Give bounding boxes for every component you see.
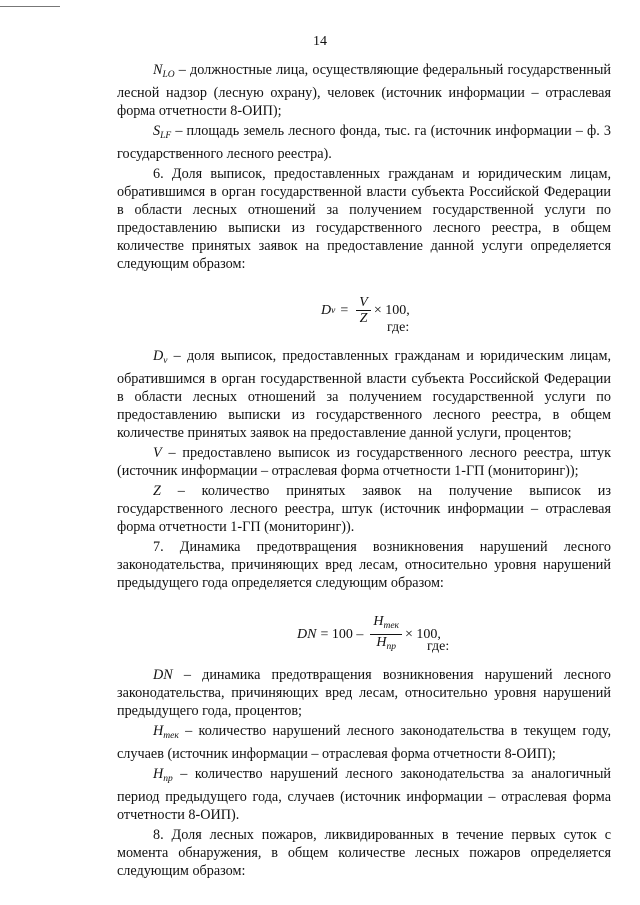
definition-htek bbox=[117, 722, 611, 763]
definition-text: – динамика предотвращения возникновения нарушений лесного законодательства, причиняющих вред лесам, относительно уровня нарушений предыдущего года, процентов; bbox=[117, 667, 611, 719]
fraction-numerator bbox=[370, 614, 402, 634]
definition-symbol-subscript: тек bbox=[163, 731, 179, 741]
formula-multiplier: × 100, bbox=[373, 302, 410, 318]
definition-dn bbox=[117, 666, 611, 720]
formula-lhs: DN bbox=[297, 626, 317, 642]
definition-symbol: D bbox=[153, 348, 164, 364]
definition-symbol: V bbox=[153, 445, 162, 461]
formula-equals: = bbox=[340, 302, 349, 318]
definition-symbol: Z bbox=[153, 483, 161, 499]
definition-symbol-subscript: v bbox=[163, 356, 168, 366]
definition-symbol-subscript: LO bbox=[162, 70, 175, 80]
definition-symbol-subscript: LF bbox=[160, 131, 172, 141]
definition-hpr bbox=[117, 765, 611, 824]
definition-v bbox=[117, 444, 611, 480]
formula-dv bbox=[117, 275, 611, 345]
fraction-denominator bbox=[373, 635, 399, 655]
definition-text: – количество принятых заявок на получение выписок из государственного лесного реестра, штук (источник информации – отраслевая форма отчетности 1-ГП (мониторинг)). bbox=[117, 483, 612, 535]
definition-symbol: N bbox=[153, 62, 163, 78]
formula-fraction bbox=[370, 614, 402, 655]
definition-symbol: H bbox=[153, 723, 164, 739]
definition-slf bbox=[117, 122, 611, 163]
definition-text: – количество нарушений лесного законодательства за аналогичный период предыдущего года, случаев (источник информации – отраслевая форма отчетности 8-ОИП). bbox=[117, 766, 611, 823]
numerator-symbol: H bbox=[373, 614, 384, 629]
definition-text: – должностные лица, осуществляющие федеральный государственный лесной надзор (лесную охрану), человек (источник информации – отраслевая форма отчетности 8-ОИП); bbox=[117, 62, 612, 119]
formula-equals: = 100 – bbox=[320, 626, 364, 642]
definition-text: – предоставлено выписок из государственного лесного реестра, штук (источник информации – отраслевая форма отчетности 1-ГП (мониторинг)); bbox=[117, 445, 612, 479]
formula-lhs-subscript: v bbox=[331, 305, 336, 316]
definition-symbol-subscript: пр bbox=[163, 774, 173, 784]
formula-dn-expression bbox=[297, 614, 441, 655]
fraction-numerator: V bbox=[359, 295, 368, 310]
page-number: 14 bbox=[313, 34, 327, 49]
formula-multiplier: × 100, bbox=[405, 626, 441, 642]
formula-fraction bbox=[356, 295, 371, 326]
definition-symbol: DN bbox=[153, 667, 173, 683]
section-6-paragraph: 6. Доля выписок, предоставленных гражданам и юридическим лицам, обратившимся в орган государственной власти субъекта Российской Федерации в области лесных отношений за получением государственной услуги по предоставлению выписки из государственного лесного реестра, в общем количестве принятых заявок на предоставление данной услуги определяется следующим образом: bbox=[117, 166, 611, 272]
definition-symbol: S bbox=[153, 123, 161, 139]
section-8-paragraph: 8. Доля лесных пожаров, ликвидированных в течение первых суток с момента обнаружения, в общем количестве лесных пожаров определяется следующим образом: bbox=[117, 827, 611, 879]
numerator-subscript: тек bbox=[383, 621, 400, 631]
definition-z bbox=[117, 482, 611, 536]
page-body bbox=[117, 61, 611, 880]
denominator-subscript: пр bbox=[386, 642, 396, 652]
definition-text: – доля выписок, предоставленных гражданам и юридическим лицам, обратившимся в орган государственной власти субъекта Российской Федерации в области лесных отношений за получением государственной услуги по предоставлению выписки из государственного лесного реестра, в общем количестве принятых заявок на предоставление данной услуги, процентов; bbox=[117, 348, 611, 441]
formula-dn bbox=[117, 594, 611, 664]
definition-text: – количество нарушений лесного законодательства в текущем году, случаев (источник информации – отраслевая форма отчетности 8-ОИП); bbox=[117, 723, 612, 762]
formula-where-label: где: bbox=[427, 639, 450, 654]
definition-nlo bbox=[117, 61, 611, 120]
definition-text: – площадь земель лесного фонда, тыс. га (источник информации – ф. 3 государственного лесного реестра). bbox=[117, 123, 611, 162]
denominator-symbol: H bbox=[376, 635, 387, 650]
scan-edge-mark bbox=[0, 6, 60, 7]
definition-symbol: H bbox=[153, 766, 164, 782]
definition-dv bbox=[117, 347, 611, 442]
formula-where-label: где: bbox=[387, 320, 410, 335]
section-7-paragraph: 7. Динамика предотвращения возникновения нарушений лесного законодательства, причиняющих вред лесам, относительно уровня нарушений предыдущего года определяется следующим образом: bbox=[117, 539, 611, 591]
fraction-denominator: Z bbox=[359, 311, 368, 326]
formula-lhs: D bbox=[321, 302, 332, 318]
